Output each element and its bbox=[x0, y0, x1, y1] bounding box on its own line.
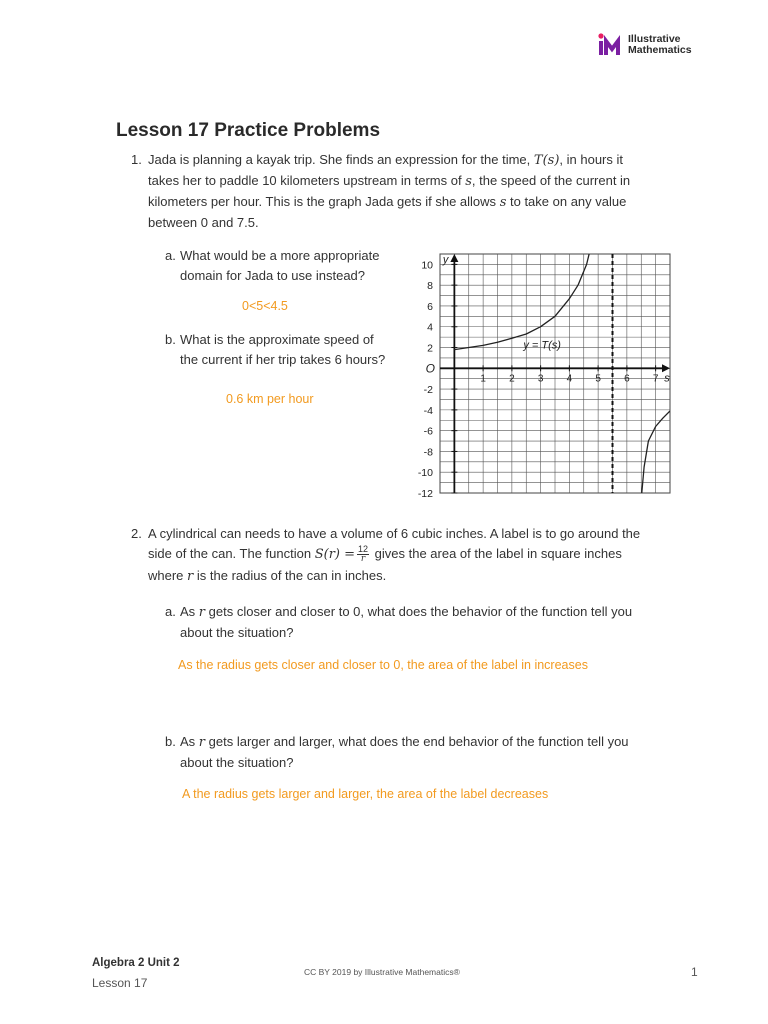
x-tick-label: 5 bbox=[595, 373, 601, 385]
problem-1b-label: b. bbox=[165, 332, 176, 347]
y-tick-label: 4 bbox=[427, 321, 433, 334]
x-axis-label: s bbox=[664, 372, 670, 385]
problem-1a-label: a. bbox=[165, 248, 176, 263]
problem-2-number: 2. bbox=[131, 526, 142, 541]
problem-1-line-1: Jada is planning a kayak trip. She finds an expression for the time, T(s), in hours it bbox=[148, 152, 623, 168]
x-tick-label: 3 bbox=[537, 373, 544, 385]
problem-2-line-3: where r is the radius of the can in inches. bbox=[148, 568, 387, 584]
problem-1a-question: What would be a more appropriate domain for Jada to use instead? bbox=[180, 248, 380, 283]
problem-2b-question: As r gets larger and larger, what does the end behavior of the function tell you about the situation? bbox=[180, 734, 629, 770]
y-tick-label: -8 bbox=[423, 446, 433, 459]
problem-1-number: 1. bbox=[131, 152, 142, 167]
y-tick-label: -10 bbox=[417, 467, 433, 480]
im-logo-mark-icon bbox=[597, 32, 627, 60]
problem-1-text bbox=[148, 150, 688, 233]
problem-1a-answer: 0<5<4.5 bbox=[242, 299, 288, 313]
problem-2a-label: a. bbox=[165, 604, 176, 619]
x-tick-label: 2 bbox=[509, 373, 515, 385]
problem-1-line-2: takes her to paddle 10 kilometers upstream in terms of s, the speed of the current in bbox=[148, 173, 631, 189]
problem-2a-question: As r gets closer and closer to 0, what does the behavior of the function tell you about the situation? bbox=[180, 604, 633, 640]
problem-2b-label: b. bbox=[165, 734, 176, 749]
problem-1-line-3: kilometers per hour. This is the graph Jada gets if she allows s to take on any value bbox=[148, 194, 627, 210]
y-tick-label: -2 bbox=[423, 384, 433, 397]
x-tick-label: 7 bbox=[652, 373, 659, 385]
origin-label: O bbox=[425, 361, 435, 376]
page-title: Lesson 17 Practice Problems bbox=[116, 120, 381, 141]
footer-lesson: Lesson 17 bbox=[92, 976, 148, 990]
fraction-12-over-r: $\frac{12}{r}$ bbox=[358, 544, 369, 565]
footer-copyright: CC BY 2019 by Illustrative Mathematics® bbox=[304, 967, 460, 977]
footer-course: Algebra 2 Unit 2 bbox=[92, 957, 180, 969]
problem-2b-answer: A the radius gets larger and larger, the area of the label decreases bbox=[182, 787, 549, 801]
y-tick-label: 8 bbox=[427, 280, 433, 293]
x-tick-label: 6 bbox=[624, 373, 630, 385]
footer-page-number: 1 bbox=[691, 965, 698, 979]
problem-2-line-2: side of the can. The function S(r) = $\frac{12}{r}$ gives the area of the label in square inches bbox=[148, 544, 622, 565]
x-tick-label: 4 bbox=[566, 373, 573, 385]
problem-2a-answer: As the radius gets closer and closer to 0, the area of the label in increases bbox=[178, 658, 588, 672]
y-tick-label: 10 bbox=[421, 259, 433, 272]
logo-line-2: Mathematics bbox=[628, 44, 692, 56]
graph-T-of-s bbox=[405, 248, 685, 503]
curve-label: y = T(s) bbox=[523, 339, 561, 352]
problem-1b-question: What is the approximate speed of the current if her trip takes 6 hours? bbox=[180, 332, 386, 367]
y-tick-label: 6 bbox=[427, 300, 433, 313]
function-T: T(s) bbox=[533, 153, 560, 168]
y-tick-label: -4 bbox=[423, 404, 433, 417]
y-tick-label: -6 bbox=[423, 425, 433, 438]
y-tick-label: -12 bbox=[417, 488, 433, 500]
problem-2-line-1: A cylindrical can needs to have a volume of 6 cubic inches. A label is to go around the bbox=[148, 526, 641, 541]
function-S: S(r) = bbox=[314, 547, 356, 562]
logo-text bbox=[628, 34, 692, 56]
y-tick-label: 2 bbox=[427, 342, 433, 355]
problem-1-line-4: between 0 and 7.5. bbox=[148, 215, 259, 230]
x-tick-label: 1 bbox=[480, 373, 486, 385]
y-axis-label: y bbox=[442, 254, 449, 266]
problem-2-text bbox=[148, 524, 693, 587]
problem-1b-answer: 0.6 km per hour bbox=[226, 392, 314, 406]
logo-line-1: Illustrative bbox=[628, 33, 681, 45]
